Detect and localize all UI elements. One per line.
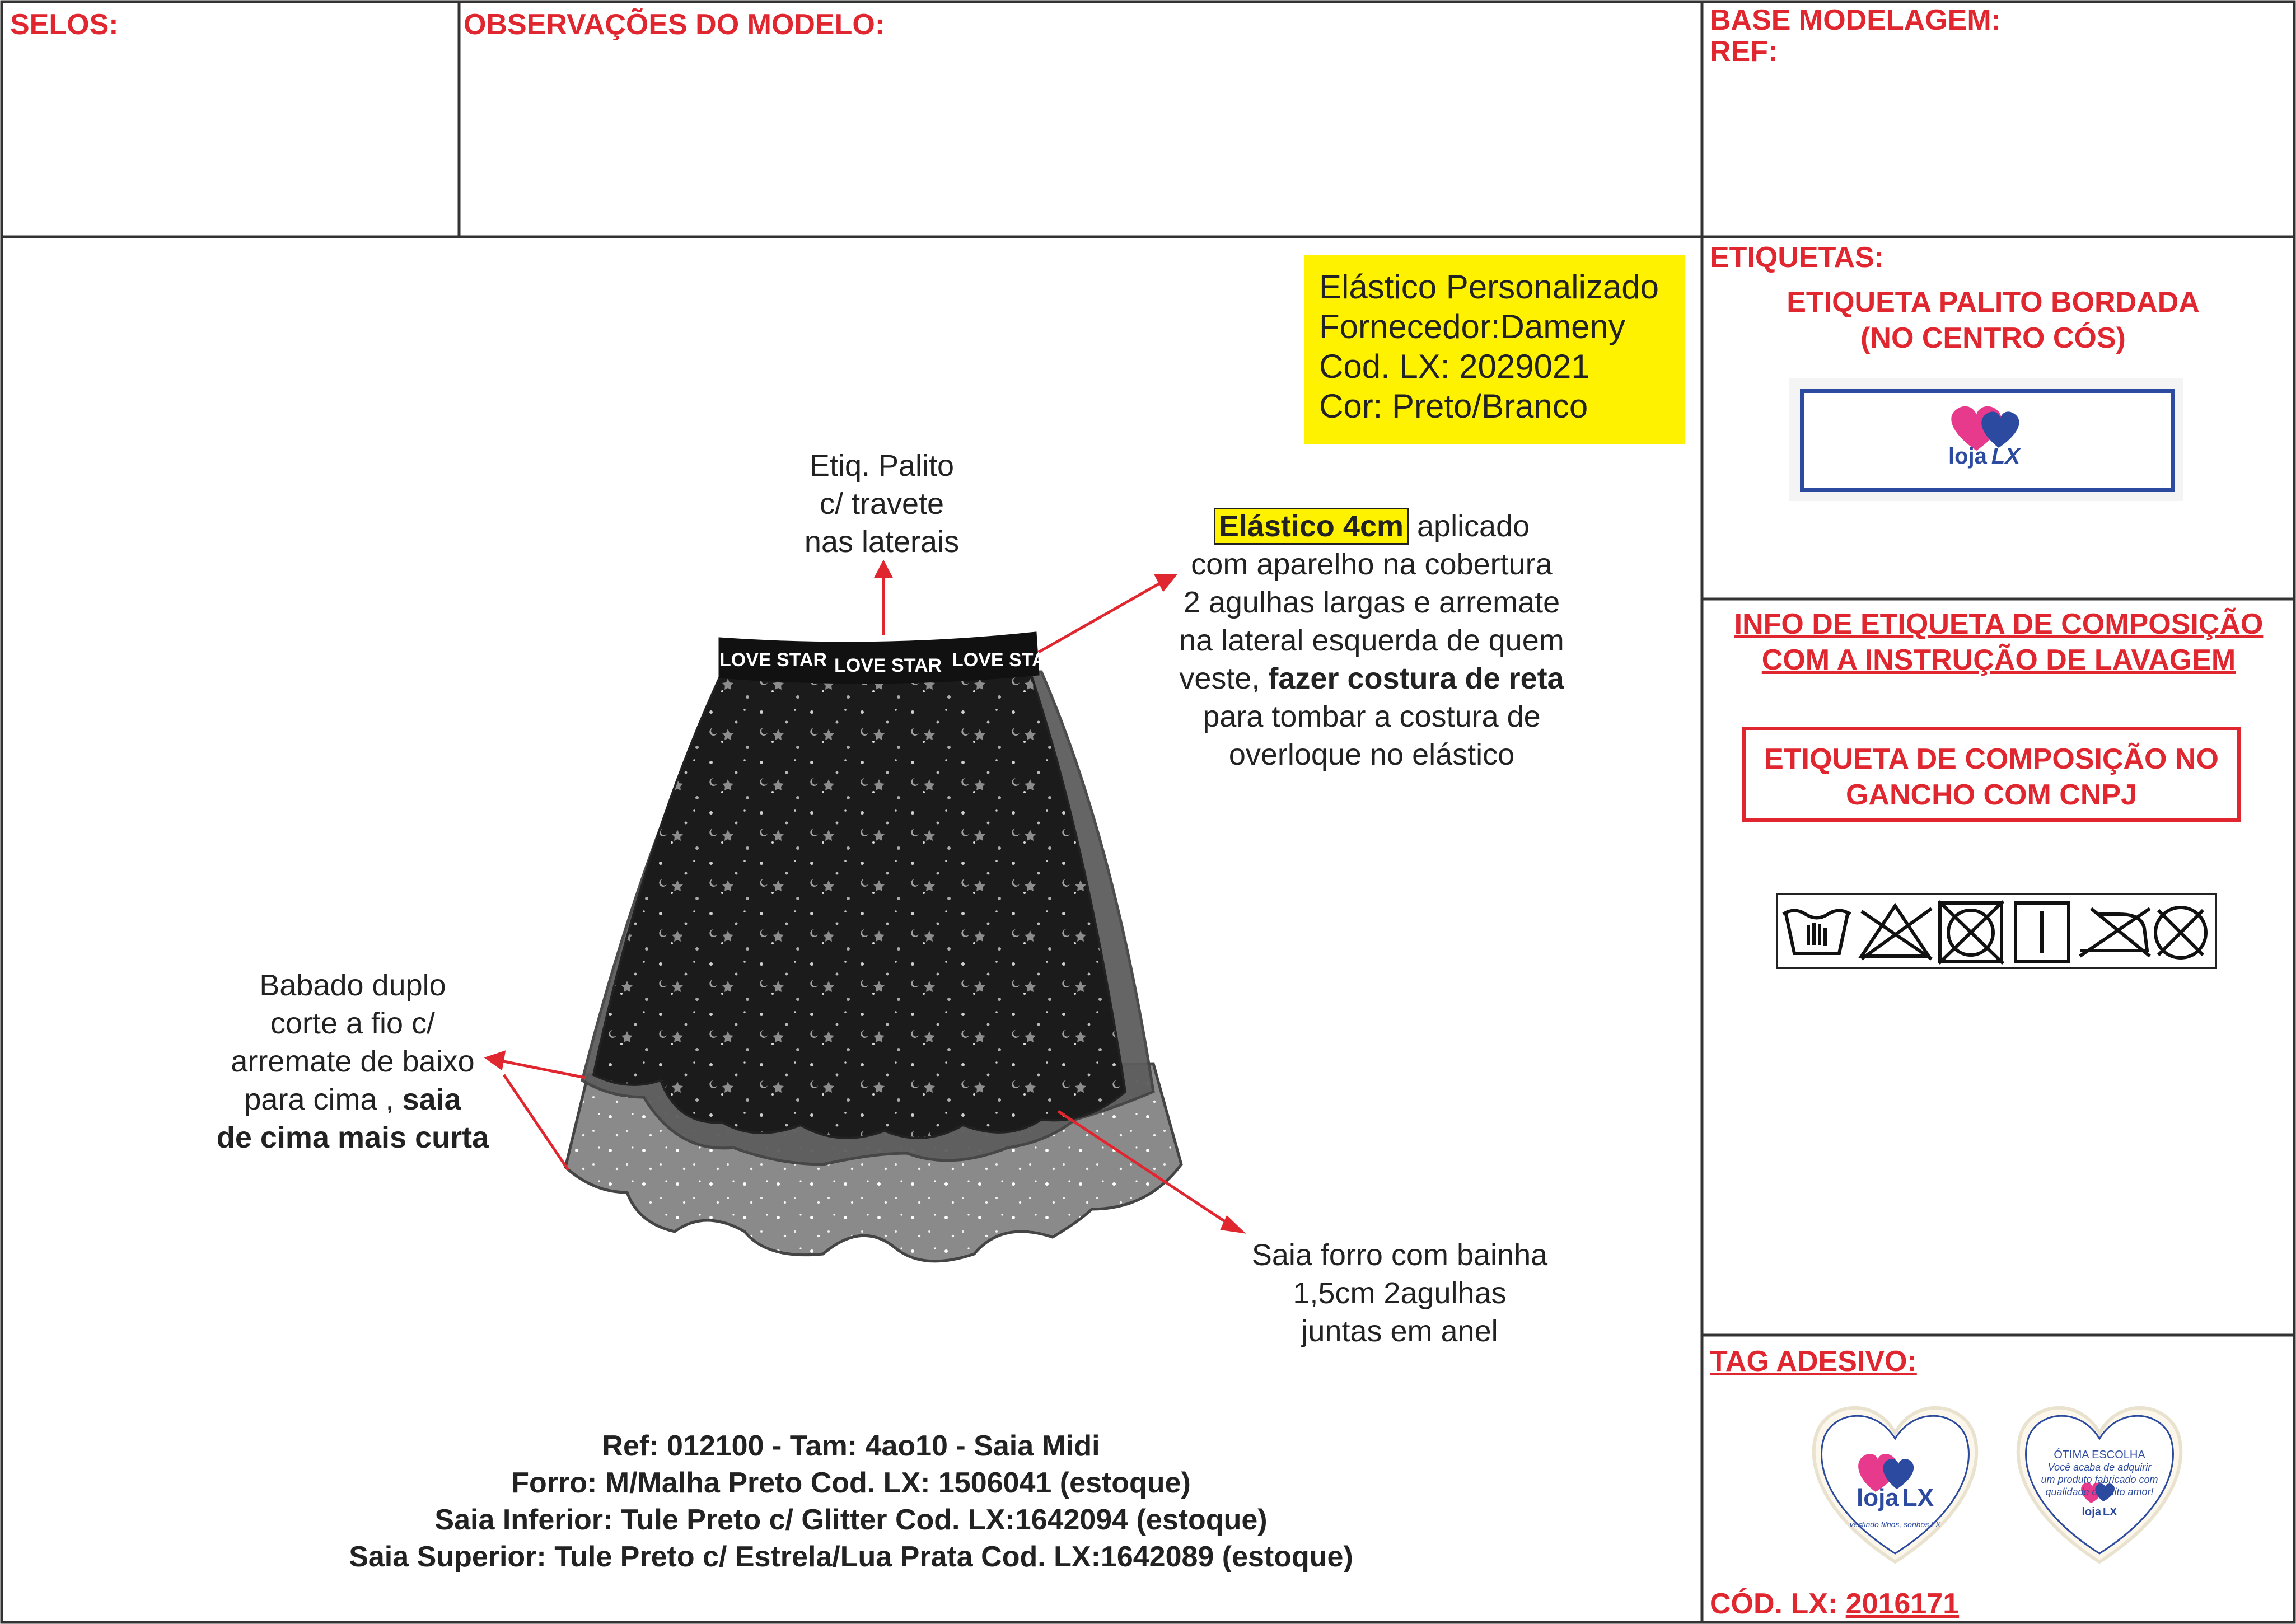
etiqueta-palito-line2: (NO CENTRO CÓS): [1860, 322, 2126, 354]
waistband-text-3: LOVE STAR: [952, 649, 1060, 671]
cod-lx: CÓD. LX: 2016171: [1710, 1588, 1960, 1620]
saia-forro-note: Saia forro com bainha 1,5cm 2agulhas juntas em anel: [1251, 1238, 1548, 1348]
waistband-text-2: LOVE STAR: [834, 655, 942, 676]
composicao-line2: GANCHO COM CNPJ: [1845, 779, 2138, 811]
composicao-line1: ETIQUETA DE COMPOSIÇÃO NO: [1764, 743, 2219, 775]
base-modelagem-header: BASE MODELAGEM:: [1710, 4, 2001, 36]
elastico-info-line4: Cor: Preto/Branco: [1319, 387, 1588, 425]
elastico-info-line1: Elástico Personalizado: [1319, 268, 1659, 306]
ref-header: REF:: [1710, 35, 1778, 68]
reference-line4: Saia Superior: Tule Preto c/ Estrela/Lua Prata Cod. LX:1642089 (estoque): [349, 1541, 1353, 1573]
etiquetas-header: ETIQUETAS:: [1710, 241, 1885, 274]
babado-note: Babado duplo corte a fio c/ arremate de baixo para cima , saia de cima mais curta: [216, 968, 489, 1154]
etiqueta-palito-label: [1786, 284, 2200, 356]
selos-header: SELOS:: [10, 8, 119, 41]
waistband-text-1: LOVE STAR: [719, 649, 827, 671]
heart-tag-back-title: ÓTIMA ESCOLHA: [2054, 1449, 2145, 1461]
info-etiqueta-line1: INFO DE ETIQUETA DE COMPOSIÇÃO: [1734, 608, 2264, 640]
hand-wash-icon: [1783, 911, 1850, 954]
info-etiqueta-header: [1708, 606, 2290, 678]
tag-adesivo-header: TAG ADESIVO:: [1710, 1345, 1917, 1378]
logo-text: loja LX: [1948, 444, 2021, 469]
elastico-highlight: Elástico 4cm: [1214, 508, 1409, 545]
line-dry-icon: [2016, 903, 2069, 962]
no-dry-clean-icon: [2155, 907, 2206, 958]
no-tumble-dry-icon: [1939, 901, 2003, 963]
heart-tag-front-slogan: vestindo filhos, sonhos LX: [1849, 1520, 1941, 1529]
heart-tag-front: [1803, 1394, 1988, 1567]
reference-line3: Saia Inferior: Tule Preto c/ Glitter Cod. LX:1642094 (estoque): [434, 1504, 1268, 1536]
reference-line2: Forro: M/Malha Preto Cod. LX: 1506041 (estoque): [511, 1467, 1191, 1499]
composicao-box: [1742, 727, 2241, 822]
elastico-info-line3: Cod. LX: 2029021: [1319, 348, 1590, 385]
reference-block: [0, 1428, 1702, 1575]
heart-tag-back-body: Você acaba de adquirir um produto fabricado com qualidade e muito amor!: [2041, 1462, 2158, 1497]
reference-line1: Ref: 012100 - Tam: 4ao10 - Saia Midi: [602, 1430, 1100, 1462]
observacoes-header: OBSERVAÇÕES DO MODELO:: [464, 8, 885, 41]
info-etiqueta-line2: COM A INSTRUÇÃO DE LAVAGEM: [1761, 644, 2236, 676]
care-symbols: [1776, 893, 2217, 969]
heart-tag-front-logo: loja LX: [1856, 1484, 1934, 1511]
logo-label-card: [1789, 378, 2183, 501]
etiq-palito-note: Etiq. Palito c/ travete nas laterais: [804, 449, 960, 559]
no-bleach-icon: [1862, 906, 1932, 959]
elastico-note: Elástico 4cm aplicado com aparelho na cobertura 2 agulhas largas e arremate na lateral esquerda de quem veste, fazer costura de reta para tombar a costura de overloque no elástico: [1148, 507, 1596, 774]
heart-tag-back-logo: loja LX: [2082, 1506, 2117, 1518]
etiqueta-palito-line1: ETIQUETA PALITO BORDADA: [1787, 286, 2200, 319]
no-iron-icon: [2080, 909, 2150, 956]
elastico-info-line2: Fornecedor:Dameny: [1319, 308, 1625, 345]
